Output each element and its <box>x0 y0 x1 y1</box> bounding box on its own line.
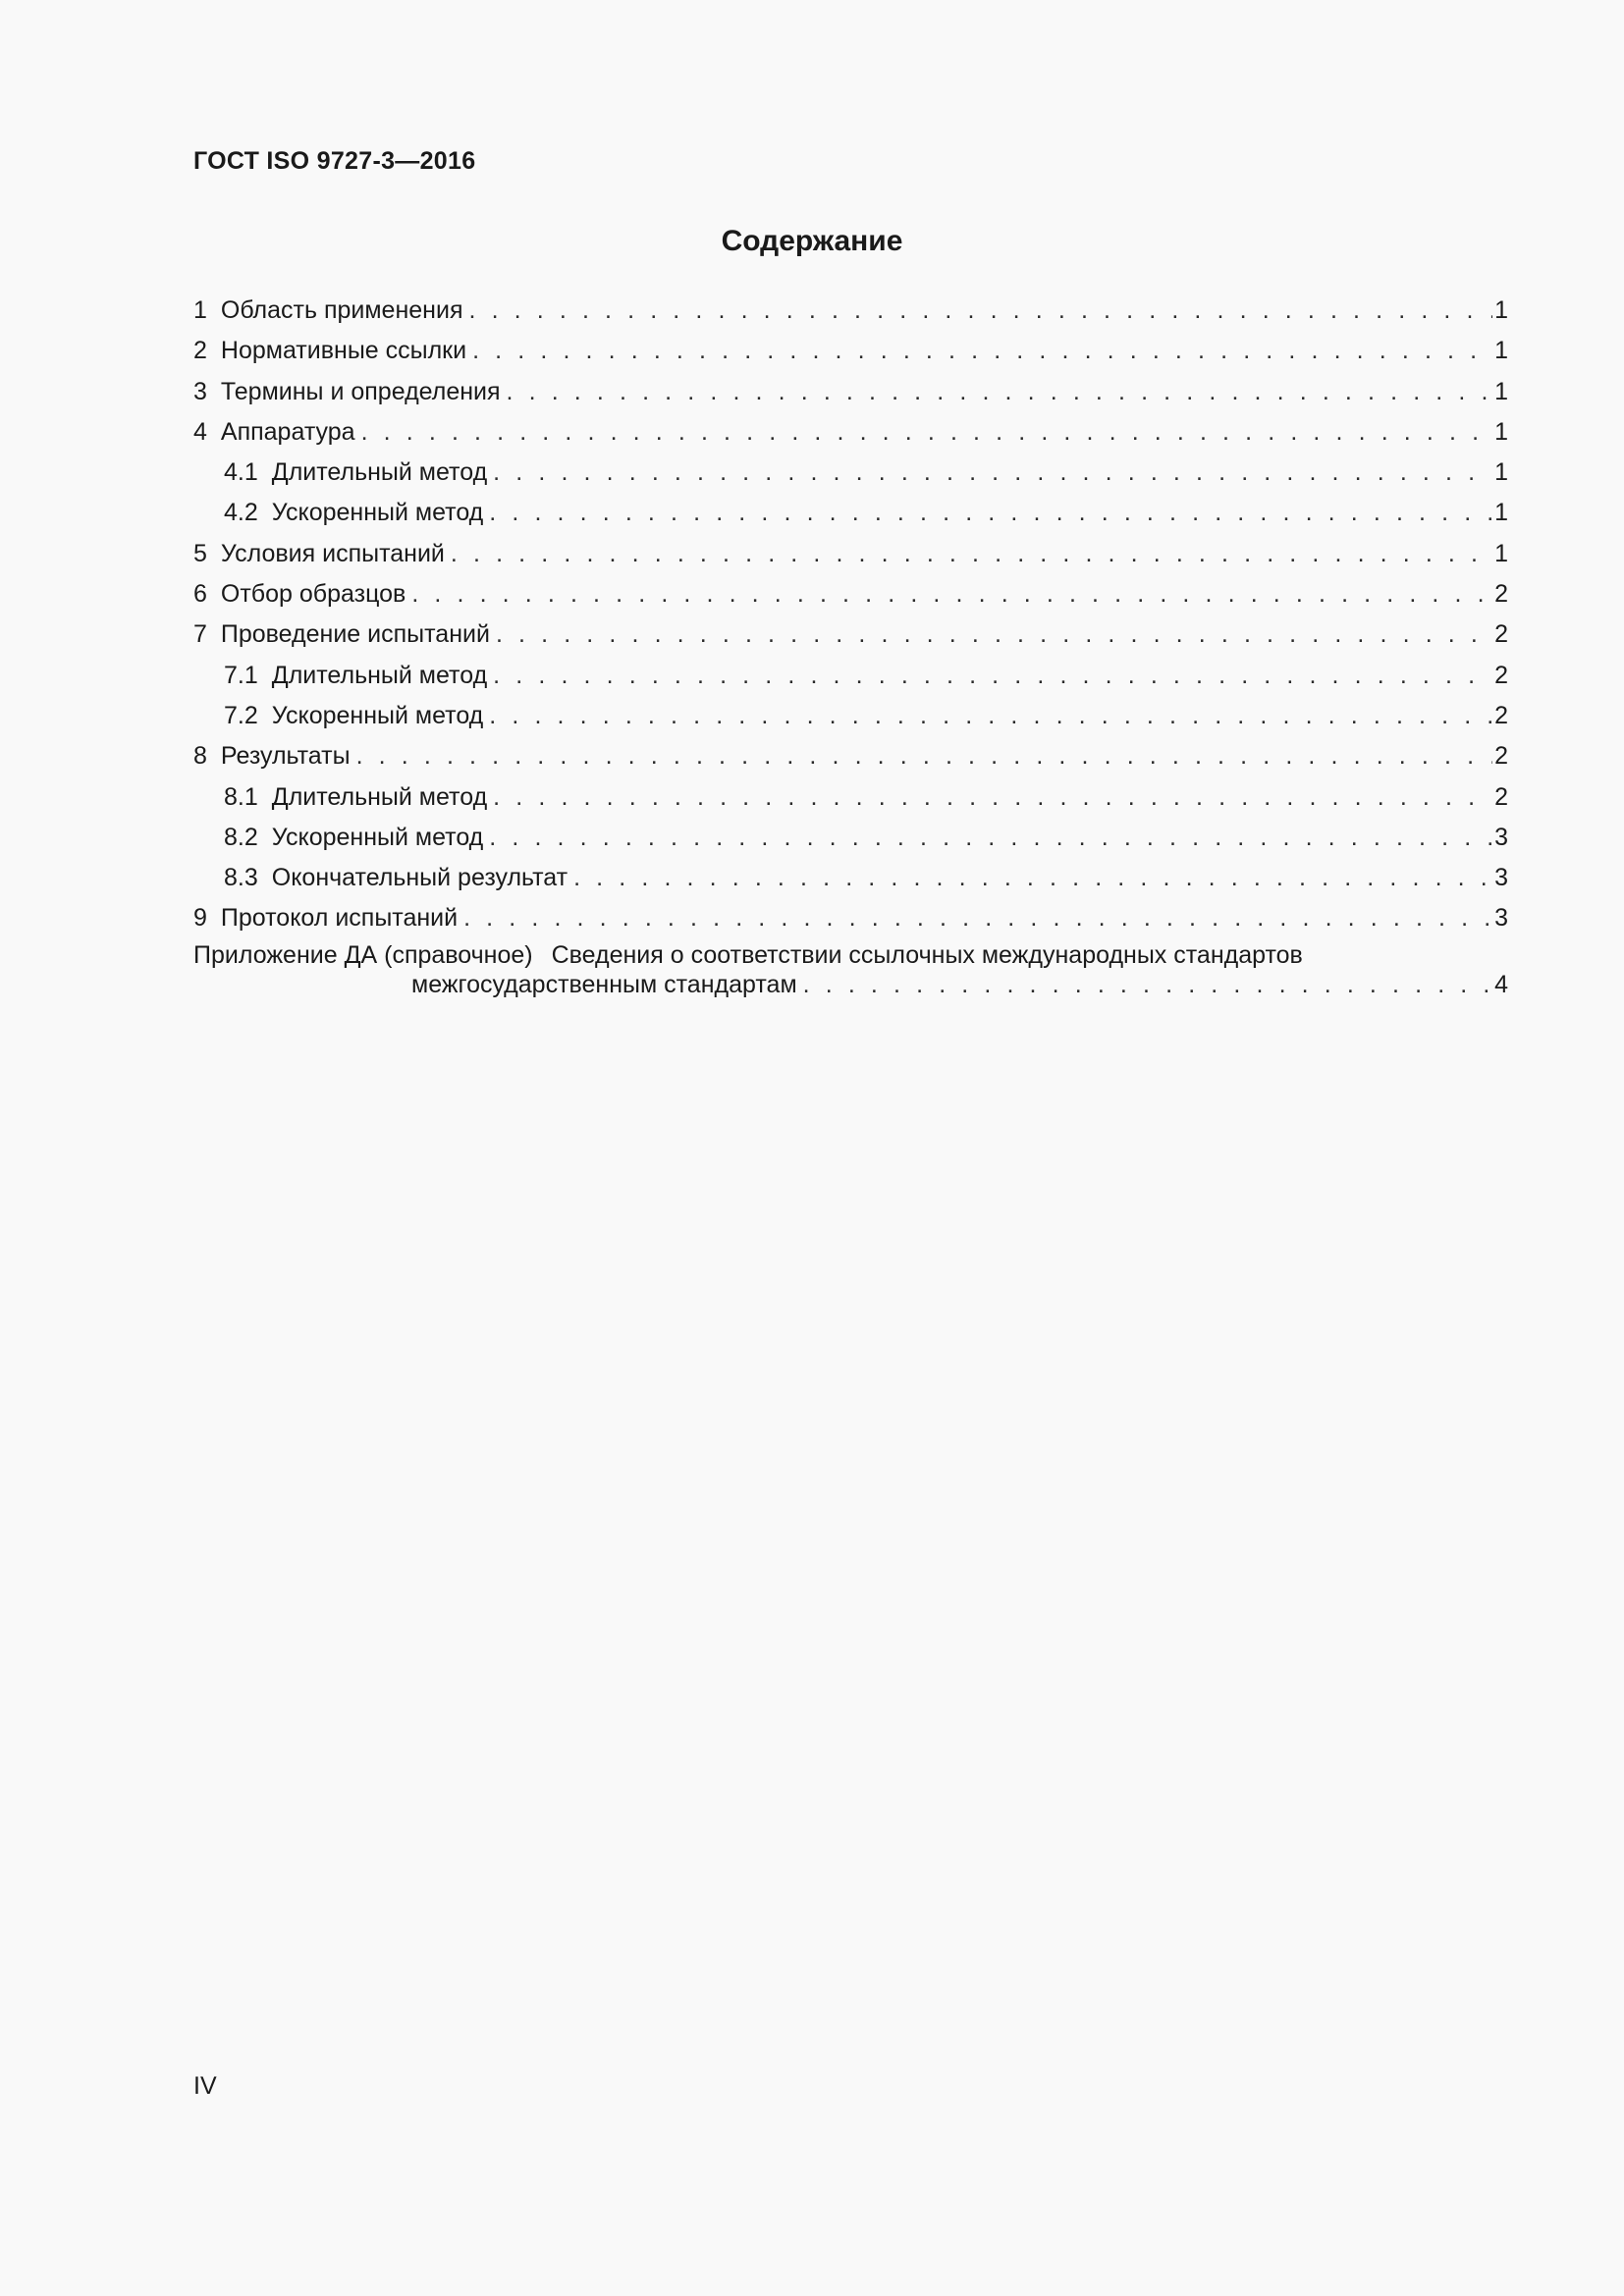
toc-entry-page-number: 2 <box>1494 742 1508 771</box>
toc-entry-page-number: 1 <box>1494 377 1508 405</box>
toc-leader-dots <box>493 782 1492 812</box>
appendix-title-line1: Сведения о соответствии ссылочных международных стандартов <box>551 940 1303 969</box>
toc-entry-number: 2 <box>193 337 207 365</box>
toc-leader-dots <box>493 457 1492 487</box>
toc-entry-label: Условия испытаний <box>220 539 445 567</box>
toc-leader-dots <box>493 661 1492 690</box>
toc-entry-label: Область применения <box>220 296 463 324</box>
toc-entry-page-number: 1 <box>1494 499 1508 527</box>
toc-entry-number: 1 <box>193 296 207 324</box>
appendix-page-number: 4 <box>1494 970 1508 998</box>
toc-entry-page-number: 2 <box>1494 701 1508 729</box>
toc-entry-label: Протокол испытаний <box>220 904 459 933</box>
toc-entry[interactable] <box>193 823 1508 863</box>
toc-entry[interactable] <box>193 336 1508 376</box>
toc-entry-number: 5 <box>193 539 207 567</box>
toc-entry[interactable] <box>193 295 1508 336</box>
toc-leader-dots <box>411 579 1492 609</box>
toc-entry-page-number: 1 <box>1494 458 1508 487</box>
toc-entry-number: 4.1 <box>224 458 258 487</box>
toc-entry[interactable] <box>193 579 1508 619</box>
toc-entry[interactable] <box>193 457 1508 498</box>
document-code-header: ГОСТ ISO 9727-3—2016 <box>193 147 476 175</box>
toc-entry-number: 6 <box>193 580 207 609</box>
toc-entry-number: 8.1 <box>224 782 258 811</box>
toc-entry-page-number: 3 <box>1494 823 1508 851</box>
toc-entry-label: Нормативные ссылки <box>220 337 467 365</box>
toc-entry-page-number: 1 <box>1494 296 1508 324</box>
toc-entry-label: Ускоренный метод <box>271 823 484 851</box>
toc-entry-label: Окончательный результат <box>271 864 568 892</box>
toc-entry-number: 9 <box>193 904 207 933</box>
toc-leader-dots <box>489 498 1492 527</box>
toc-entry-label: Результаты <box>220 742 351 771</box>
toc-leader-dots <box>356 741 1493 771</box>
toc-entry-number: 8.2 <box>224 823 258 851</box>
toc-entry-number: 8 <box>193 742 207 771</box>
toc-entry-number: 7.1 <box>224 661 258 689</box>
toc-entry-label: Ускоренный метод <box>271 499 484 527</box>
toc-entry-label: Длительный метод <box>271 661 488 689</box>
toc-entry-number: 3 <box>193 377 207 405</box>
toc-leader-dots <box>496 619 1492 649</box>
toc-leader-dots <box>361 417 1493 447</box>
appendix-prefix: Приложение ДА (справочное) <box>193 940 533 969</box>
toc-leader-dots <box>573 863 1492 892</box>
toc-entry-page-number: 1 <box>1494 539 1508 567</box>
toc-entry-label: Термины и определения <box>220 377 501 405</box>
toc-entry-number: 7.2 <box>224 701 258 729</box>
toc-entry-page-number: 3 <box>1494 904 1508 933</box>
toc-entry-number: 4 <box>193 417 207 446</box>
toc-entry-label: Длительный метод <box>271 458 488 487</box>
toc-entry-number: 4.2 <box>224 499 258 527</box>
toc-entry-number: 8.3 <box>224 864 258 892</box>
toc-entry[interactable] <box>193 539 1508 579</box>
toc-entry-label: Отбор образцов <box>220 580 406 609</box>
toc-entry[interactable] <box>193 377 1508 417</box>
toc-appendix-entry[interactable] <box>193 940 1508 999</box>
toc-entry-label: Ускоренный метод <box>271 701 484 729</box>
toc-entry-page-number: 1 <box>1494 337 1508 365</box>
toc-title: Содержание <box>721 225 903 257</box>
toc-entry-page-number: 2 <box>1494 661 1508 689</box>
toc-entry-page-number: 1 <box>1494 417 1508 446</box>
toc-leader-dots <box>507 377 1493 406</box>
table-of-contents <box>193 295 1508 999</box>
toc-entry[interactable] <box>193 661 1508 701</box>
toc-entry[interactable] <box>193 498 1508 538</box>
toc-entry-number: 7 <box>193 620 207 649</box>
toc-leader-dots <box>803 970 1492 999</box>
page-number-roman: IV <box>193 2072 217 2100</box>
toc-entry-label: Аппаратура <box>220 417 355 446</box>
toc-leader-dots <box>489 823 1492 852</box>
toc-leader-dots <box>472 336 1492 365</box>
toc-entry[interactable] <box>193 417 1508 457</box>
toc-entry[interactable] <box>193 741 1508 781</box>
toc-entry[interactable] <box>193 701 1508 741</box>
toc-entry-page-number: 3 <box>1494 864 1508 892</box>
toc-entry[interactable] <box>193 782 1508 823</box>
toc-entry-page-number: 2 <box>1494 580 1508 609</box>
toc-entry[interactable] <box>193 619 1508 660</box>
toc-entry[interactable] <box>193 903 1508 943</box>
appendix-title-line2: межгосударственным стандартам <box>411 970 797 998</box>
toc-entry-label: Проведение испытаний <box>220 620 490 649</box>
toc-entry-page-number: 2 <box>1494 782 1508 811</box>
toc-leader-dots <box>451 539 1492 568</box>
toc-leader-dots <box>463 903 1492 933</box>
toc-leader-dots <box>468 295 1492 325</box>
toc-entry-page-number: 2 <box>1494 620 1508 649</box>
toc-entry-label: Длительный метод <box>271 782 488 811</box>
toc-entry[interactable] <box>193 863 1508 903</box>
toc-leader-dots <box>489 701 1492 730</box>
